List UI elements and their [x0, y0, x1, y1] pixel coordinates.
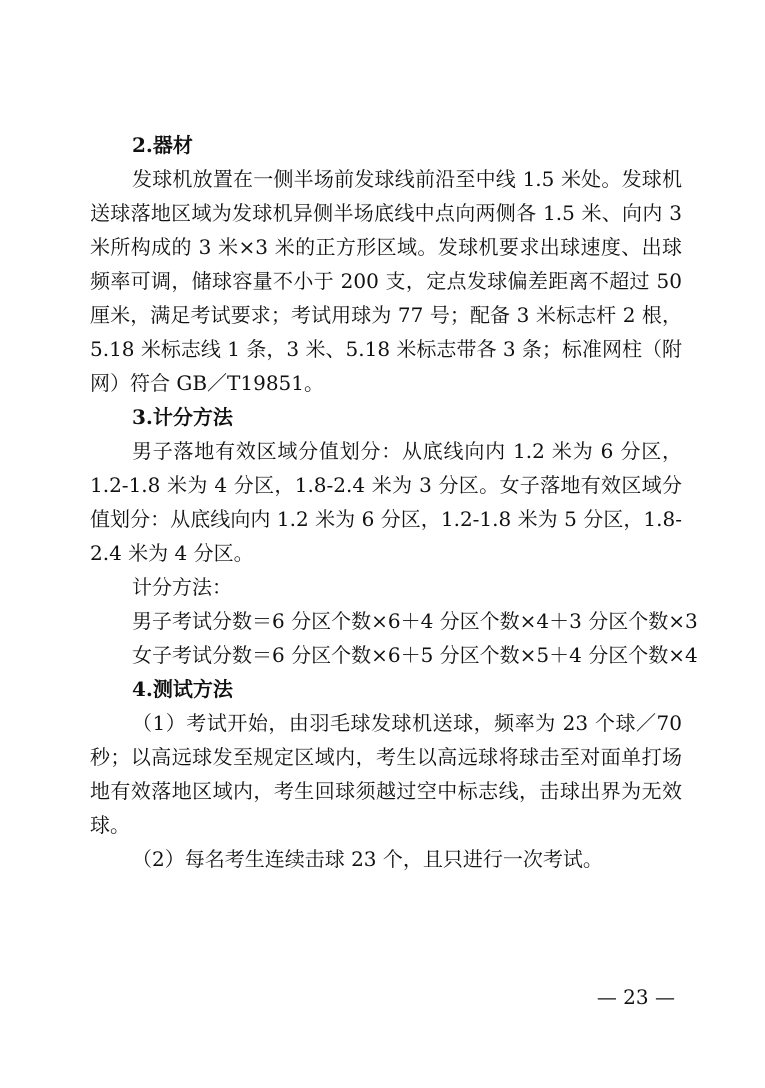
scoring-formula-label: 计分方法： [132, 575, 232, 599]
page-number: — 23 — [596, 985, 675, 1009]
section-heading-scoring: 3.计分方法 [132, 405, 233, 429]
section-heading-test-method: 4.测试方法 [132, 677, 233, 701]
paragraph-equipment: 发球机放置在一侧半场前发球线前沿至中线 1.5 米处。发球机送球落地区域为发球机异侧半场底线中点向两侧各 1.5 米、向内 3 米所构成的 3 米×3 米的正方形区域。发球机要求出球速度、出球频率可调，储球容量不小于 200 支，定点发球偏差距离不超过 50 厘米，满足考试要求；考试用球为 77 号；配备 3 米标志杆 2 根，5.18 米标志线 1 条，3 米、5.18 米标志带各 3 条；标准网柱（附网）符合 GB／T19851。 [90, 167, 682, 395]
scoring-formula-male: 男子考试分数＝6 分区个数×6＋4 分区个数×4＋3 分区个数×3 [132, 609, 698, 633]
paragraph-test-method-1: （1）考试开始，由羽毛球发球机送球，频率为 23 个球／70 秒；以高远球发至规定区域内，考生以高远球将球击至对面单打场地有效落地区域内，考生回球须越过空中标志线，击球出界为无效球。 [90, 711, 682, 837]
section-heading-equipment: 2.器材 [132, 133, 193, 157]
document-body [90, 128, 698, 876]
paragraph-test-method-2: （2）每名考生连续击球 23 个，且只进行一次考试。 [132, 847, 603, 871]
paragraph-scoring-zones: 男子落地有效区域分值划分：从底线向内 1.2 米为 6 分区，1.2-1.8 米为 4 分区，1.8-2.4 米为 3 分区。女子落地有效区域分值划分：从底线向内 1.2 米为 6 分区，1.2-1.8 米为 5 分区，1.8-2.4 米为 4 分区。 [90, 439, 682, 565]
scoring-formula-female: 女子考试分数＝6 分区个数×6＋5 分区个数×5＋4 分区个数×4 [132, 643, 698, 667]
